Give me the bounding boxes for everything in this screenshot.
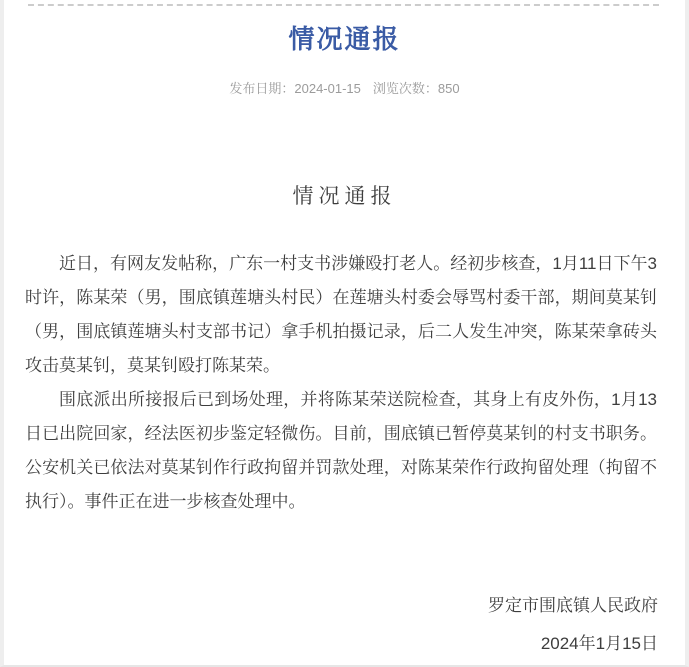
top-dashed-divider bbox=[28, 4, 659, 6]
publish-date-value: 2024-01-15 bbox=[294, 81, 361, 97]
article-paragraph: 近日，有网友发帖称，广东一村支书涉嫌殴打老人。经初步核查，1月11日下午3时许，陈某荣（男，围底镇莲塘头村民）在莲塘头村委会辱骂村委干部，期间莫某钊（男，围底镇莲塘头村支部书记）拿手机拍摄记录，后二人发生冲突，陈某荣拿砖头攻击莫某钊，莫某钊殴打陈某荣。 bbox=[25, 253, 657, 375]
views-label: 浏览次数： bbox=[372, 81, 438, 97]
signature-block bbox=[4, 589, 658, 661]
views-value: 850 bbox=[437, 81, 460, 97]
signature-date: 2024年1月15日 bbox=[540, 633, 658, 653]
signature-issuer: 罗定市围底镇人民政府 bbox=[488, 595, 658, 615]
article-paragraph: 围底派出所接报后已到场处理，并将陈某荣送院检查，其身上有皮外伤，1月13日已出院回家，经法医初步鉴定轻微伤。目前，围底镇已暂停莫某钊的村支书职务。公安机关已依法对莫某钊作行政拘留并罚款处理，对陈某荣作行政拘留处理（拘留不执行）。事件正在进一步核查处理中。 bbox=[25, 389, 657, 511]
page-title: 情况通报 bbox=[288, 24, 401, 54]
article-title: 情况通报 bbox=[292, 184, 397, 208]
publish-meta bbox=[4, 81, 685, 97]
publish-date-label: 发布日期： bbox=[229, 81, 295, 97]
article-body bbox=[25, 247, 657, 519]
